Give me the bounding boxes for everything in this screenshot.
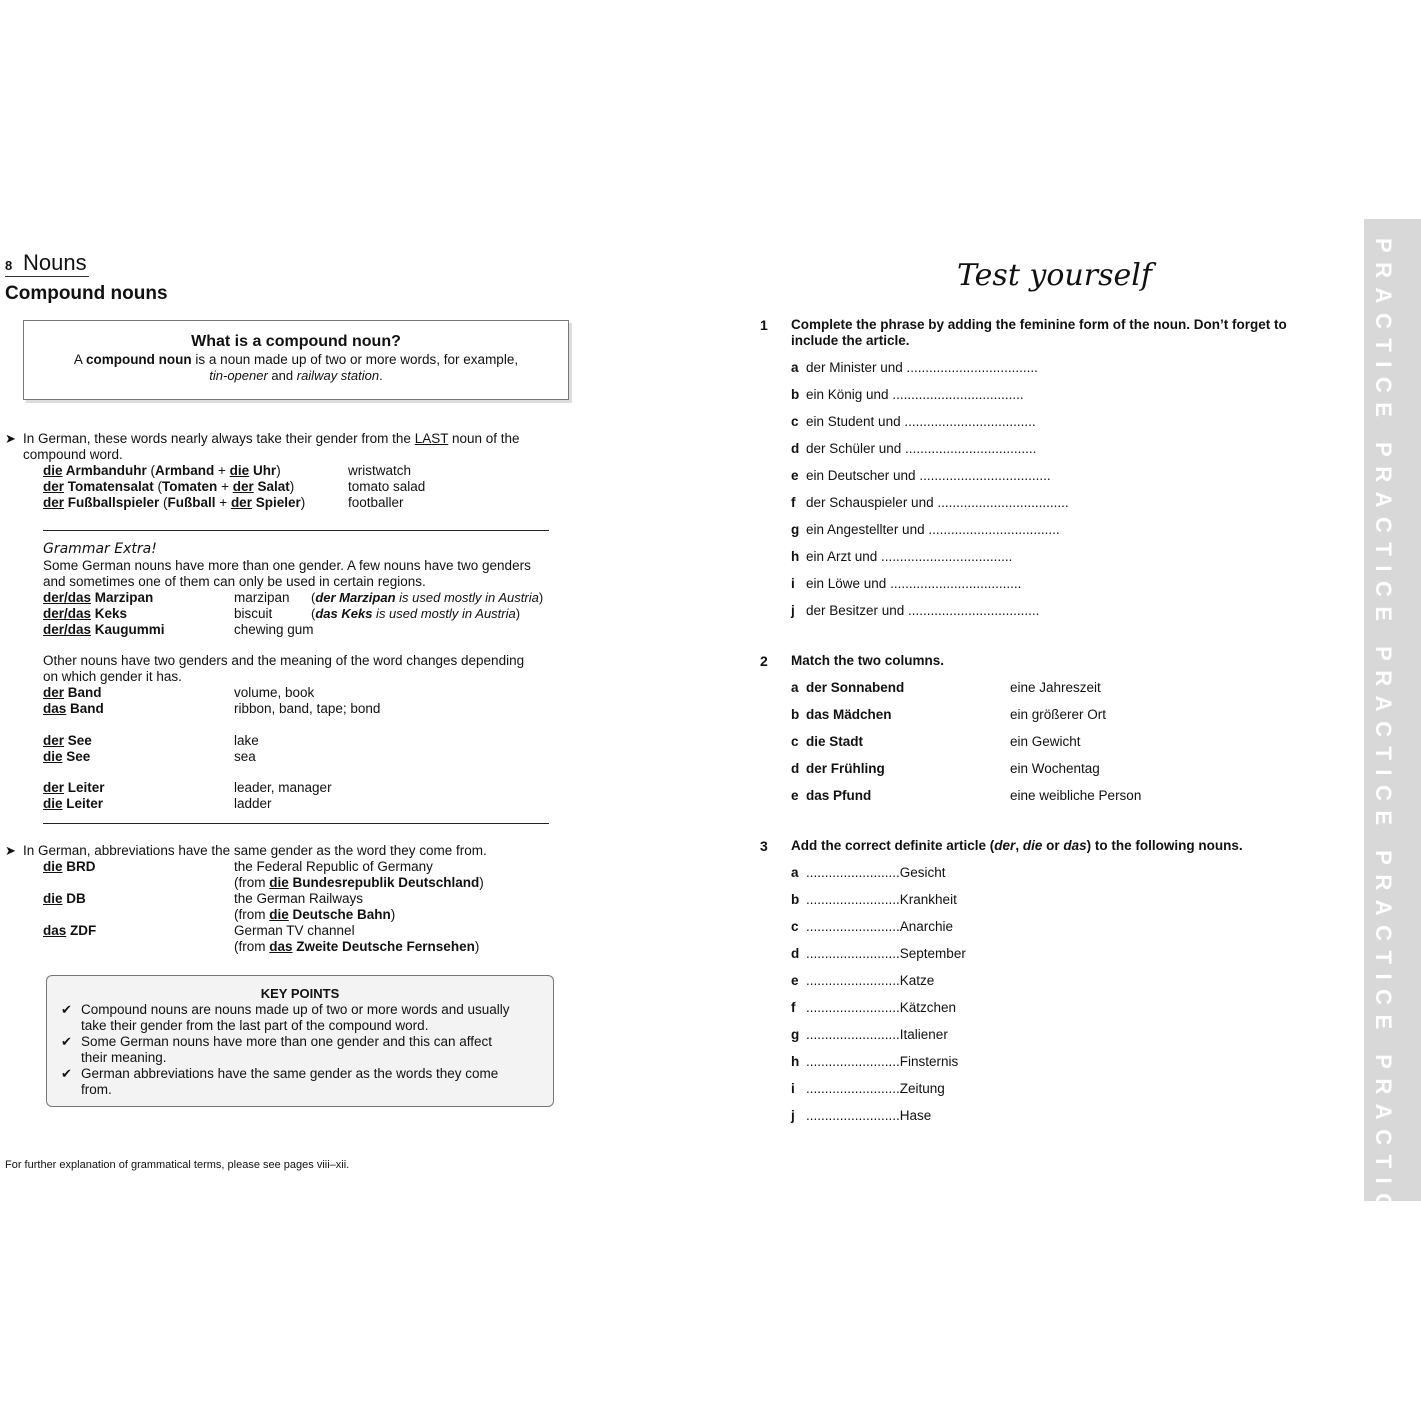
- item-label: b: [791, 892, 800, 907]
- item-label: e: [791, 468, 799, 483]
- exercise-item: ein König und ...................................: [806, 387, 1024, 402]
- compound-example: die Armbanduhr (Armband + die Uhr): [43, 463, 281, 478]
- exercise-item: [806, 892, 957, 907]
- item-label: a: [791, 680, 799, 695]
- grammar-extra-title: Grammar Extra!: [43, 541, 157, 557]
- item-label: d: [791, 761, 800, 776]
- meaning-noun: der See: [43, 733, 92, 748]
- footnote: For further explanation of grammatical terms, please see pages viii–xii.: [5, 1159, 350, 1171]
- item-label: d: [791, 946, 800, 961]
- article: der: [43, 780, 65, 795]
- dual-gender-noun: der/das Kaugummi: [43, 622, 165, 637]
- match-left: der Sonnabend: [806, 680, 905, 695]
- grammar-extra-para-2-line-1: Other nouns have two genders and the meaning of the word changes depending: [43, 653, 525, 668]
- answer-blank: .........................: [806, 1027, 900, 1042]
- match-right: eine weibliche Person: [1010, 788, 1142, 803]
- exercise-item: der Besitzer und ...................................: [806, 603, 1040, 618]
- usage-note: (das Keks is used mostly in Austria): [311, 606, 521, 621]
- definition-line-2: tin-opener and railway station.: [209, 368, 383, 383]
- noun: Italiener: [899, 1027, 948, 1042]
- noun: Gesicht: [899, 865, 946, 880]
- compound-example: der Tomatensalat (Tomaten + der Salat): [43, 479, 295, 494]
- key-points-title: KEY POINTS: [260, 986, 340, 1001]
- noun: Zeitung: [899, 1081, 945, 1096]
- english-translation: chewing gum: [234, 622, 314, 637]
- item-label: a: [791, 865, 799, 880]
- english-translation: ladder: [234, 796, 272, 811]
- exercise-item: ein Löwe und ...................................: [806, 576, 1022, 591]
- abbreviation-source: (from das Zweite Deutsche Fernsehen): [234, 939, 480, 954]
- answer-blank: .........................: [806, 1054, 900, 1069]
- test-yourself-title: Test yourself: [957, 258, 1152, 293]
- article: das: [43, 701, 67, 716]
- match-left: das Mädchen: [806, 707, 892, 722]
- item-label: h: [791, 549, 800, 564]
- english-translation: the Federal Republic of Germany: [234, 859, 433, 874]
- item-label: e: [791, 973, 799, 988]
- definition-line-1: A compound noun is a noun made up of two or more words, for example,: [73, 352, 519, 367]
- answer-blank: .........................: [806, 892, 900, 907]
- noun: Krankheit: [899, 892, 957, 907]
- match-right: ein Gewicht: [1010, 734, 1081, 749]
- question-1-number: 1: [760, 317, 768, 333]
- exercise-item: [806, 1054, 958, 1069]
- grammar-extra-para-1-line-2: and sometimes one of them can only be used in certain regions.: [43, 574, 426, 589]
- item-label: c: [791, 919, 799, 934]
- meaning-noun: der Band: [43, 685, 102, 700]
- meaning-noun: die Leiter: [43, 796, 104, 811]
- noun: September: [899, 946, 966, 961]
- english-translation: tomato salad: [348, 479, 426, 494]
- abbreviation-source: (from die Bundesrepublik Deutschland): [234, 875, 484, 890]
- english-translation: volume, book: [234, 685, 315, 700]
- exercise-item: der Schüler und ...................................: [806, 441, 1037, 456]
- english-translation: wristwatch: [348, 463, 412, 478]
- article: der/das: [43, 606, 92, 621]
- article: der/das: [43, 590, 92, 605]
- english-translation: footballer: [348, 495, 404, 510]
- noun: Anarchie: [899, 919, 954, 934]
- article: die: [269, 907, 289, 922]
- rule-1-line-2: compound word.: [23, 447, 123, 462]
- key-point: Some German nouns have more than one gender and this can affect their meaning.: [81, 1034, 493, 1065]
- item-label: h: [791, 1054, 800, 1069]
- match-left: die Stadt: [806, 734, 864, 749]
- answer-blank: .........................: [806, 1000, 900, 1015]
- item-label: j: [791, 603, 795, 618]
- checkmark-icon: ✔: [61, 1002, 72, 1017]
- exercise-item: [806, 946, 966, 961]
- english-translation: biscuit: [234, 606, 273, 621]
- divider: [43, 530, 549, 531]
- exercise-item: der Minister und ...................................: [806, 360, 1038, 375]
- answer-blank: .........................: [806, 1108, 900, 1123]
- item-label: i: [791, 576, 795, 591]
- article: die: [43, 891, 63, 906]
- meaning-noun: die See: [43, 749, 91, 764]
- usage-note: (der Marzipan is used mostly in Austria): [311, 590, 544, 605]
- english-translation: lake: [234, 733, 259, 748]
- chapter-number: 8: [5, 258, 13, 273]
- rule-1-line-1: In German, these words nearly always take their gender from the LAST noun of the: [23, 431, 520, 446]
- match-left: das Pfund: [806, 788, 872, 803]
- english-translation: marzipan: [234, 590, 290, 605]
- match-left: der Frühling: [806, 761, 885, 776]
- dual-gender-noun: der/das Marzipan: [43, 590, 154, 605]
- item-label: b: [791, 707, 800, 722]
- definition-box: [23, 320, 569, 400]
- article: der: [43, 495, 65, 510]
- grammar-extra-para-2-line-2: on which gender it has.: [43, 669, 182, 684]
- article: das: [269, 939, 293, 954]
- rule-2-text: In German, abbreviations have the same gender as the word they come from.: [23, 843, 487, 858]
- checkmark-icon: ✔: [61, 1066, 72, 1081]
- key-points-box: [46, 975, 554, 1107]
- item-label: a: [791, 360, 799, 375]
- item-label: g: [791, 1027, 800, 1042]
- article: der: [43, 685, 65, 700]
- key-point: German abbreviations have the same gender as the words they come from.: [81, 1066, 499, 1097]
- noun: Hase: [899, 1108, 932, 1123]
- article: der: [232, 479, 254, 494]
- match-right: ein größerer Ort: [1010, 707, 1107, 722]
- english-translation: ribbon, band, tape; bond: [234, 701, 381, 716]
- match-right: eine Jahreszeit: [1010, 680, 1101, 695]
- item-label: j: [791, 1108, 795, 1123]
- noun: Kätzchen: [899, 1000, 957, 1015]
- chapter-title: Nouns: [23, 250, 87, 275]
- exercise-item: [806, 1081, 945, 1096]
- item-label: d: [791, 441, 800, 456]
- noun: Finsternis: [899, 1054, 959, 1069]
- article: der: [43, 479, 65, 494]
- english-translation: German TV channel: [234, 923, 355, 938]
- article: der: [230, 495, 252, 510]
- practice-side-label: PRACTICE PRACTICE PRACTICE PRACTICE PRACTICE: [1371, 238, 1396, 1243]
- exercise-item: [806, 1000, 956, 1015]
- article: die: [43, 463, 63, 478]
- noun: Katze: [899, 973, 935, 988]
- item-label: f: [791, 495, 796, 510]
- question-3-number: 3: [760, 838, 768, 854]
- exercise-item: [806, 865, 946, 880]
- item-label: c: [791, 734, 799, 749]
- abbreviation: die DB: [43, 891, 86, 906]
- question-1-text: Complete the phrase by adding the feminine form of the noun. Don’t forget to include the article.: [791, 317, 1287, 348]
- article: die: [43, 749, 63, 764]
- checkmark-icon: ✔: [61, 1034, 72, 1049]
- article: der: [43, 733, 65, 748]
- question-2-number: 2: [760, 653, 768, 669]
- article: das: [43, 923, 67, 938]
- exercise-item: ein Student und ...................................: [806, 414, 1036, 429]
- item-label: b: [791, 387, 800, 402]
- exercise-item: ein Angestellter und ...................................: [806, 522, 1060, 537]
- article: die: [269, 875, 289, 890]
- article: die: [43, 796, 63, 811]
- item-label: c: [791, 414, 799, 429]
- bullet-arrow-icon: ➤: [5, 843, 16, 858]
- abbreviation: die BRD: [43, 859, 96, 874]
- section-title: Compound nouns: [5, 283, 168, 304]
- dual-gender-noun: der/das Keks: [43, 606, 128, 621]
- key-point: Compound nouns are nouns made up of two or more words and usually take their gender from the last part of the compound word.: [81, 1002, 510, 1033]
- meaning-noun: der Leiter: [43, 780, 105, 795]
- answer-blank: .........................: [806, 946, 900, 961]
- exercise-item: ein Arzt und ...................................: [806, 549, 1013, 564]
- item-label: g: [791, 522, 800, 537]
- exercise-item: [806, 919, 953, 934]
- english-translation: sea: [234, 749, 256, 764]
- item-label: e: [791, 788, 799, 803]
- answer-blank: .........................: [806, 919, 900, 934]
- grammar-extra-para-1-line-1: Some German nouns have more than one gender. A few nouns have two genders: [43, 558, 531, 573]
- abbreviation-source: (from die Deutsche Bahn): [234, 907, 396, 922]
- article: der/das: [43, 622, 92, 637]
- definition-title: What is a compound noun?: [191, 333, 401, 350]
- exercise-item: [806, 1108, 931, 1123]
- exercise-item: [806, 973, 934, 988]
- compound-example: der Fußballspieler (Fußball + der Spieler): [43, 495, 306, 510]
- question-2-text: Match the two columns.: [791, 653, 945, 668]
- meaning-noun: das Band: [43, 701, 104, 716]
- question-3-text: Add the correct definite article (der, die or das) to the following nouns.: [791, 838, 1243, 853]
- exercise-item: [806, 1027, 948, 1042]
- english-translation: the German Railways: [234, 891, 364, 906]
- exercise-item: ein Deutscher und ...................................: [806, 468, 1051, 483]
- chapter-title-underline: [5, 276, 89, 277]
- answer-blank: .........................: [806, 865, 900, 880]
- abbreviation: das ZDF: [43, 923, 97, 938]
- bullet-arrow-icon: ➤: [5, 431, 16, 446]
- english-translation: leader, manager: [234, 780, 332, 795]
- match-right: ein Wochentag: [1010, 761, 1100, 776]
- exercise-item: der Schauspieler und ...................................: [806, 495, 1069, 510]
- answer-blank: .........................: [806, 973, 900, 988]
- item-label: f: [791, 1000, 796, 1015]
- item-label: i: [791, 1081, 795, 1096]
- divider: [43, 823, 549, 824]
- article: die: [43, 859, 63, 874]
- article: die: [229, 463, 250, 478]
- answer-blank: .........................: [806, 1081, 900, 1096]
